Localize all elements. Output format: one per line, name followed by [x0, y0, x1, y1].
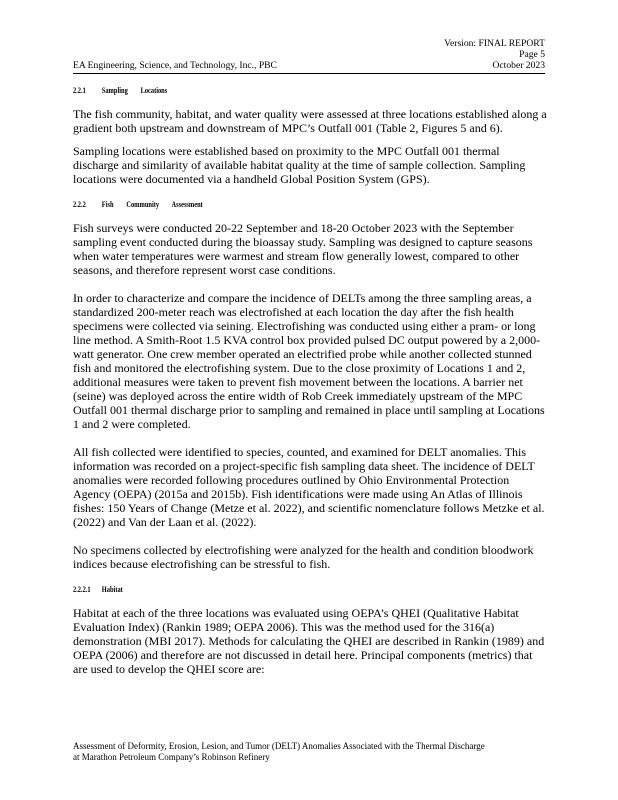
section-heading-2-2-2 — [73, 200, 453, 209]
paragraph: Habitat at each of the three locations was evaluated using OEPA’s QHEI (Qualitative Habitat Evaluation Index) (Rankin 1989; OEPA 2006). This was the method used for the 316(a) demonstration (MBI 2017). Methods for calculating the QHEI are described in Rankin (1989) and OEPA (2006) and therefore are not discussed in detail here. Principal components (metrics) that are used to develop the QHEI score are: — [73, 606, 545, 676]
page-header-right — [444, 38, 545, 71]
paragraph: The fish community, habitat, and water quality were assessed at three locations established along a gradient both upstream and downstream of MPC’s Outfall 001 (Table 2, Figures 5 and 6). — [73, 107, 547, 135]
footer-line: at Marathon Petroleum Company’s Robinson Refinery — [73, 752, 270, 762]
section-title: Fish Community Assessment — [101, 200, 203, 209]
version-label: Version: FINAL REPORT — [444, 38, 545, 49]
paragraph: Fish surveys were conducted 20-22 September and 18-20 October 2023 with the September sampling event conducted during the bioassay study. Sampling was designed to capture seasons when water temperatures were warmest and stream flow generally lowest, compared to other seasons, and therefore represent worst case conditions. — [73, 221, 533, 277]
header-rule — [73, 73, 545, 74]
section-title: Habitat — [101, 585, 123, 594]
paragraph: In order to characterize and compare the incidence of DELTs among the three sampling areas, a standardized 200-meter reach was electrofished at each location the day after the fish health specimens were collected via seining. Electrofishing was conducted using either a pram- or long line method. A Smith-Root 1.5 KVA control box provided pulsed DC output powered by a 2,000-watt generator. One crew member operated an electrified probe while another collected stunned fish and monitored the electrofishing system. Due to the close proximity of Locations 1 and 2, additional measures were taken to prevent fish movement between the locations. A barrier net (seine) was deployed across the entire width of Rob Creek immediately upstream of the MPC Outfall 001 thermal discharge prior to sampling and remained in place until sampling at Locations 1 and 2 were completed. — [73, 291, 545, 431]
page-footer — [73, 741, 485, 763]
report-date: October 2023 — [492, 60, 545, 71]
paragraph: All fish collected were identified to species, counted, and examined for DELT anomalies. This information was recorded on a project-specific fish sampling data sheet. The incidence of DELT anomalies were recorded following procedures outlined by Ohio Environmental Protection Agency (OEPA) (2015a and 2015b). Fish identifications were made using An Atlas of Illinois fishes: 150 Years of Change (Metze et al. 2022), and scientific nomenclature follows Metzke et al. (2022) and Van der Laan et al. (2022). — [73, 445, 545, 529]
section-number: 2.2.2 — [73, 200, 86, 209]
page-number: Page 5 — [519, 49, 545, 60]
section-number: 2.2.1 — [73, 86, 86, 95]
company-name: EA Engineering, Science, and Technology, Inc., PBC — [73, 60, 277, 71]
footer-line: Assessment of Deformity, Erosion, Lesion, and Tumor (DELT) Anomalies Associated with the Thermal Discharge — [73, 741, 485, 751]
document-body — [73, 86, 548, 685]
section-heading-2-2-1 — [73, 86, 453, 95]
paragraph: Sampling locations were established based on proximity to the MPC Outfall 001 thermal discharge and similarity of available habitat quality at the time of sample collection. Sampling locations were documented via a handheld Global Position System (GPS). — [73, 144, 526, 186]
section-title: Sampling Locations — [101, 86, 168, 95]
paragraph: No specimens collected by electrofishing were analyzed for the health and condition bloodwork indices because electrofishing can be stressful to fish. — [73, 543, 534, 571]
section-number: 2.2.2.1 — [73, 585, 91, 594]
section-heading-2-2-2-1 — [73, 585, 453, 594]
